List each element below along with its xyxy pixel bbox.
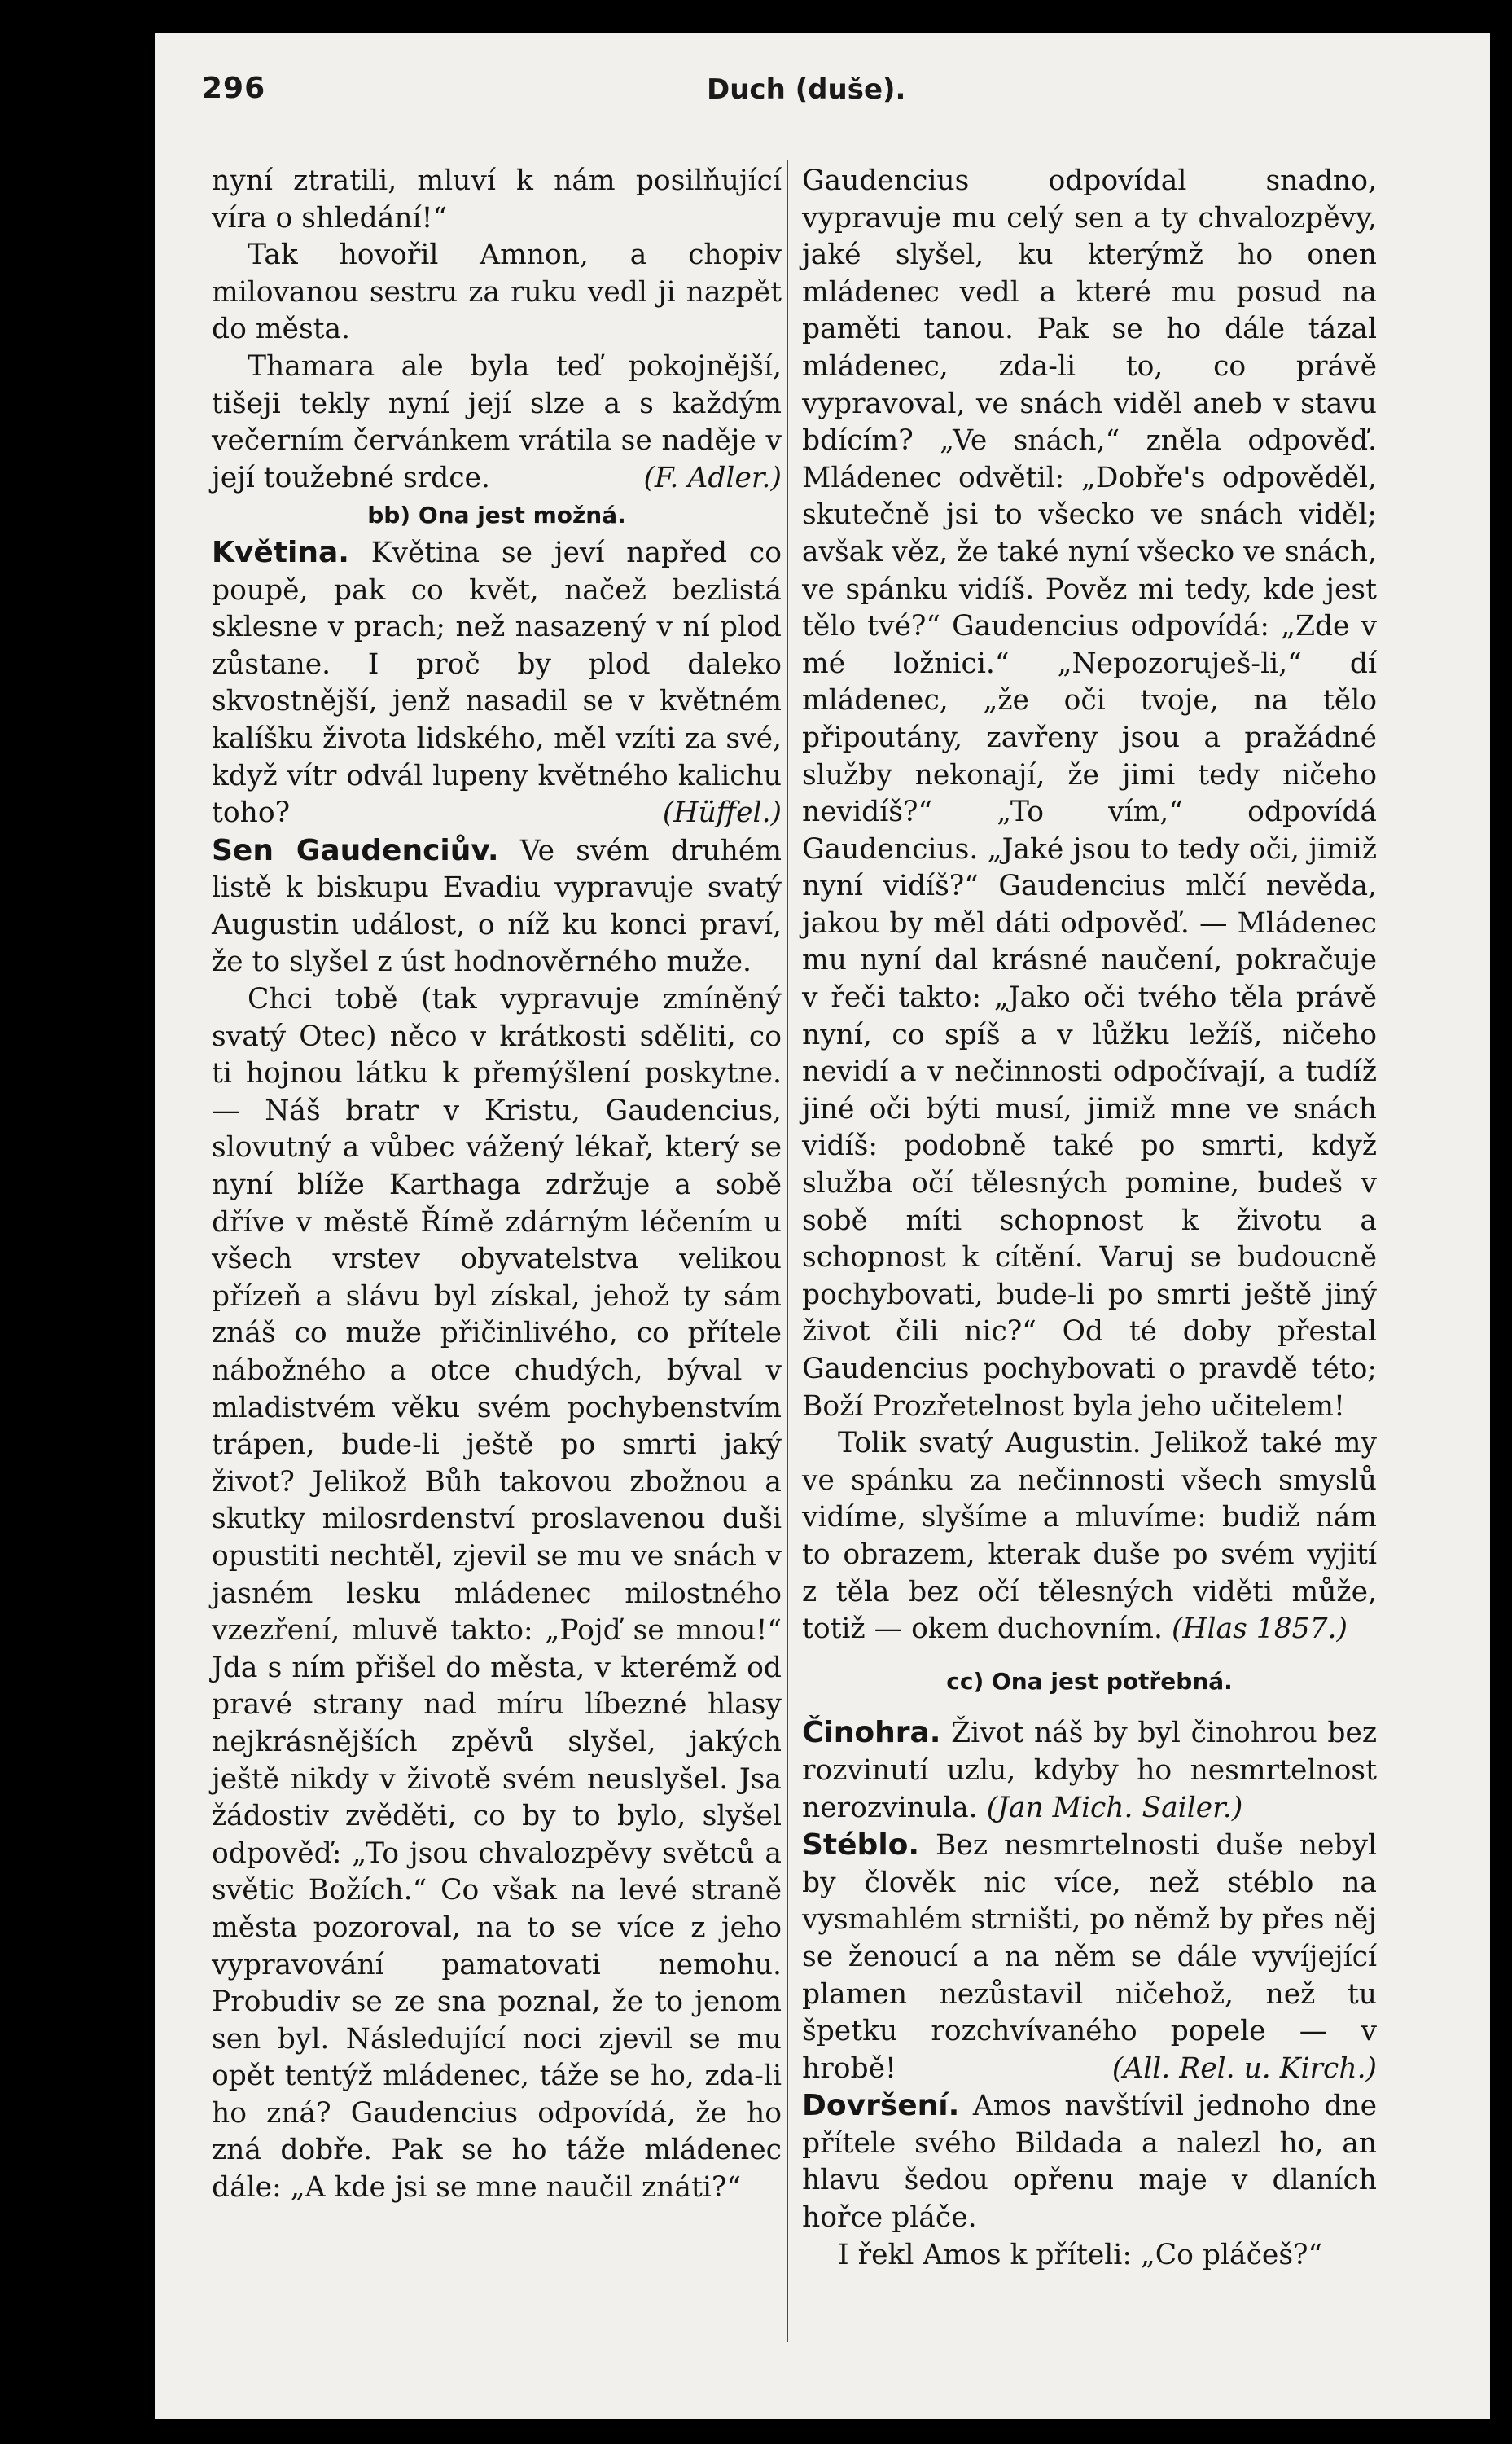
paragraph (802, 1425, 1377, 1648)
source-citation: (All. Rel. u. Kirch.) (1111, 2051, 1377, 2085)
paragraph (212, 349, 782, 497)
entry-sen-gaudenciuv (212, 832, 782, 981)
left-column (212, 163, 782, 2207)
entry-heading: Květina. (212, 535, 349, 569)
entry-steblo (802, 1827, 1377, 2087)
source-citation: (Hüffel.) (662, 796, 782, 830)
section-subheading: cc) Ona jest potřebná. (946, 1667, 1233, 1695)
entry-text: Život náš by byl činohrou bez rozvinutí uzlu, kdyby ho nesmrtelnost nerozvinula. (802, 1717, 1377, 1824)
entry-heading: Sen Gaudenciův. (212, 833, 499, 867)
entry-heading: Dovršení. (802, 2089, 960, 2123)
entry-text: Amos navštívil jednoho dne přítele svého Bildada a nalezl ho, an hlavu šedou opřenu maje v dlaních hořce pláče. (802, 2090, 1377, 2235)
entry-text: Květina se jeví napřed co poupě, pak co květ, načež bezlistá sklesne v prach; než nasazený v ní plod zůstane. I proč by plod daleko skvostnější, jenž nasadil se v květném kalíšku života lidského, měl vzíti za své, když vítr odvál lupeny květného kalichu toho? (212, 536, 782, 830)
right-column (802, 163, 1377, 2274)
paragraph: I řekl Amos k příteli: „Co pláčeš?“ (838, 2238, 1323, 2271)
page-number: 296 (202, 72, 266, 105)
paragraph-text: Tolik svatý Augustin. Jelikož také my ve spánku za nečinnosti všech smyslů vidíme, slyšíme a mluvíme: budiž nám to obrazem, kterak duše po svém vyjití z těla bez očí tělesných viděti může, totiž — okem duchovním. (802, 1427, 1377, 1646)
spacer (802, 1648, 1377, 1663)
entry-kvetina (212, 534, 782, 832)
section-subheading: bb) Ona jest možná. (367, 502, 626, 529)
entry-heading: Činohra. (802, 1716, 941, 1750)
running-title: Duch (duše). (707, 73, 906, 106)
spacer (802, 1700, 1377, 1714)
paragraph: Tak hovořil Amnon, a chopiv milovanou sestru za ruku vedl ji nazpět do města. (212, 239, 782, 346)
column-divider (787, 160, 788, 2342)
entry-heading: Stéblo. (802, 1828, 920, 1863)
entry-text: Bez nesmrtelnosti duše nebyl by člověk nic více, než stéblo na vysmahlém strništi, po němž by přes něj se ženoucí a na něm se dále vyvíjející plamen nezůstavil ničehož, než tu špetku rozchvívaného popele — v hrobě! (802, 1829, 1377, 2085)
paragraph: Gaudencius odpovídal snadno, vypravuje mu celý sen a ty chvalozpěvy, jaké slyšel, ku kterýmž ho onen mládenec vedl a které mu posud na paměti tanou. Pak se ho dále tázal mládenec, zda-li to, co právě vypravoval, ve snách viděl aneb v stavu bdícím? „Ve snách,“ zněla odpověď. Mládenec odvětil: „Dobře's odpověděl, skutečně jsi to všecko ve snách viděl; avšak věz, že také nyní všecko ve snách, ve spánku vidíš. Pověz mi tedy, kde jest tělo tvé?“ Gaudencius odpovídá: „Zde v mé ložnici.“ „Nepozoruješ-li,“ dí mládenec, „že oči tvoje, na tělo připoutány, zavřeny jsou a pražádné služby nekonají, že jimi tedy ničeho nevidíš?“ „To vím,“ odpovídá Gaudencius. „Jaké jsou to tedy oči, jimiž nyní vidíš?“ Gaudencius mlčí nevěda, jakou by měl dáti odpověď. — Mládenec mu nyní dal krásné naučení, pokračuje v řeči takto: „Jako oči tvého těla právě nyní, co spíš a v lůžku ležíš, ničeho nevidí a v nečinnosti odpočívají, a tudíž jiné oči býti musí, jimiž mne ve snách vidíš: podobně také po smrti, když služba očí tělesných pomine, budeš v sobě míti schopnost k životu a schopnost k cítění. Varuj se budoucně pochybovati, bude-li po smrti ještě jiný život čili nic?“ Od té doby přestal Gaudencius pochybovati o pravdě této; Boží Prozřetelnost byla jeho učitelem! (802, 165, 1377, 1423)
paragraph: Chci tobě (tak vypravuje zmíněný svatý Otec) něco v krátkosti sděliti, co ti hojnou látku k přemýšlení poskytne. — Náš bratr v Kristu, Gaudencius, slovutný a vůbec vážený lékař, který se nyní blíže Karthaga zdržuje a sobě dříve v městě Římě zdárným léčením u všech vrstev obyvatelstva velikou přízeň a slávu byl získal, jehož ty sám znáš co muže přičinlivého, co přítele nábožného a otce chudých, býval v mladistvém věku svém pochybenstvím trápen, bude-li ještě po smrti jaký život? Jelikož Bůh takovou zbožnou a skutky milosrdenství proslavenou duši opustiti nechtěl, zjevil se mu ve snách v jasném lesku mládenec milostného vzezření, mluvě takto: „Pojď se mnou!“ Jda s ním přišel do města, v kterémž od pravé strany nad míru líbezné hlasy nejkrásnějších zpěvů slyšel, jakých ještě nikdy v životě svém neuslyšel. Jsa žádostiv zvěděti, co by to bylo, slyšel odpověď: „To jsou chvalozpěvy světců a světic Božích.“ Co však na levé straně města pozoroval, na to se více z jeho vypravování pamatovati nemohu. Probudiv se ze sna poznal, že to jenom sen byl. Následující noci zjevil se mu opět tentýž mládenec, táže se ho, zda-li ho zná? Gaudencius odpovídá, že ho zná dobře. Pak se ho táže mládenec dále: „A kde jsi se mne naučil znáti?“ (212, 983, 782, 2205)
source-citation: (F. Adler.) (643, 461, 782, 494)
entry-text: Ve svém druhém listě k biskupu Evadiu vypravuje svatý Augustin událost, o níž ku konci praví, že to slyšel z úst hodnověrného muže. (212, 834, 782, 979)
source-citation: (Jan Mich. Sailer.) (986, 1791, 1243, 1824)
paragraph-text: Thamara ale byla teď pokojnější, tišeji tekly nyní její slze a s každým večerním červánkem vrátila se naděje v její toužebné srdce. (212, 349, 782, 494)
page-header (0, 72, 1512, 112)
source-citation: (Hlas 1857.) (1171, 1613, 1348, 1646)
entry-dovrseni (802, 2087, 1377, 2236)
paragraph: nyní ztratili, mluví k nám posilňující víra o shledání!“ (212, 165, 782, 235)
entry-cinohra (802, 1714, 1377, 1827)
